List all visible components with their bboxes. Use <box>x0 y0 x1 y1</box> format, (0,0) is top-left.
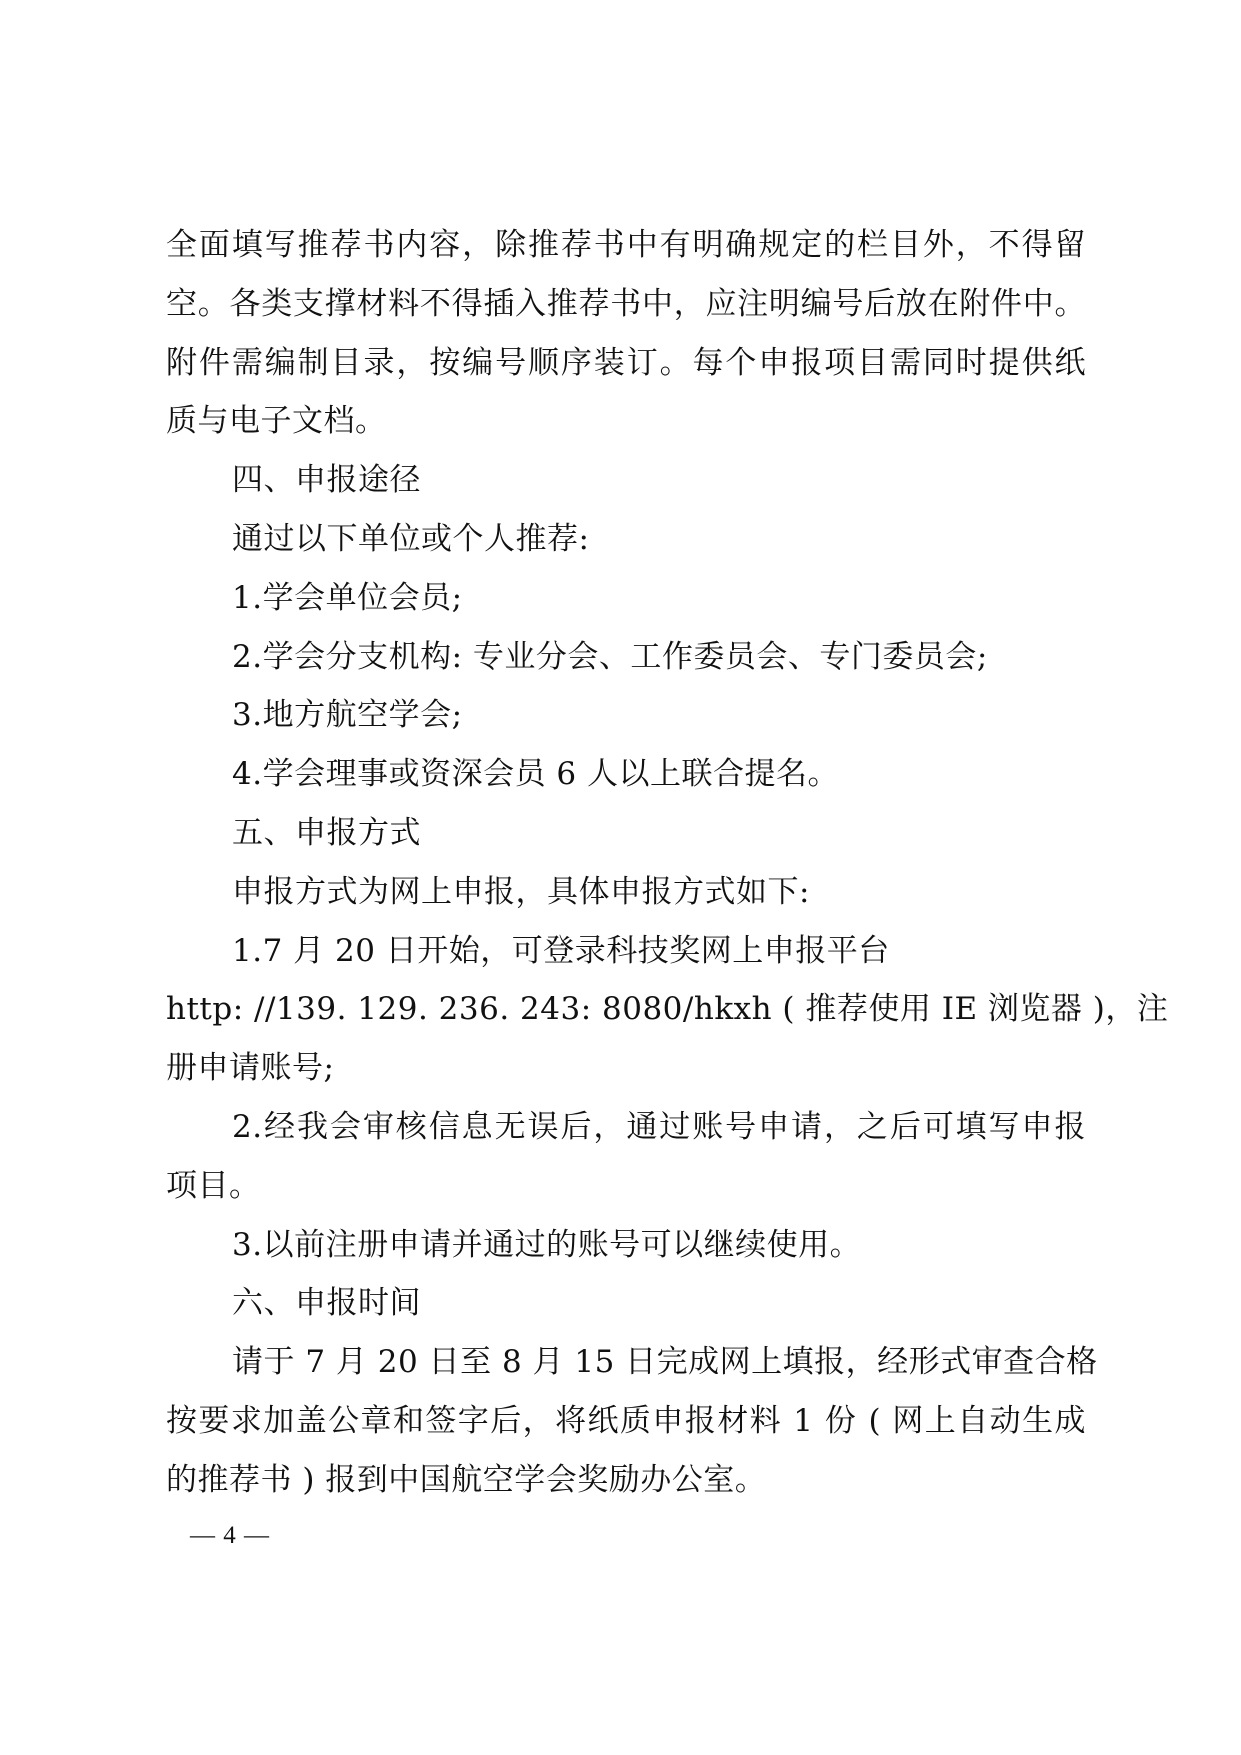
paragraph-line-2: 空。各类支撑材料不得插入推荐书中，应注明编号后放在附件中。 <box>166 285 1086 322</box>
list-item-2: 2.学会分支机构: 专业分会、工作委员会、专门委员会; <box>232 638 988 675</box>
paragraph-line-10: 按要求加盖公章和签字后，将纸质申报材料 1 份 ( 网上自动生成 <box>166 1402 1086 1439</box>
section-heading-6: 六、申报时间 <box>232 1285 421 1322</box>
page-number: — 4 — <box>190 1522 270 1549</box>
url-line: http: //139. 129. 236. 243: 8080/hkxh ( 推荐使用 IE 浏览器 )，注 <box>166 991 1169 1028</box>
paragraph-line-4: 质与电子文档。 <box>166 403 387 440</box>
section-heading-5: 五、申报方式 <box>232 814 421 851</box>
list-item-7: 3.以前注册申请并通过的账号可以继续使用。 <box>232 1226 862 1263</box>
paragraph-line-6: 申报方式为网上申报，具体申报方式如下: <box>232 873 810 910</box>
list-item-1: 1.学会单位会员; <box>232 579 463 616</box>
paragraph-line-9: 请于 7 月 20 日至 8 月 15 日完成网上填报，经形式审查合格 <box>232 1344 1098 1381</box>
document-body <box>166 216 1169 1510</box>
list-item-3: 3.地方航空学会; <box>232 697 463 734</box>
section-heading-4: 四、申报途径 <box>232 462 421 499</box>
list-item-5: 1.7 月 20 日开始，可登录科技奖网上申报平台 <box>232 932 890 969</box>
paragraph-line-1: 全面填写推荐书内容，除推荐书中有明确规定的栏目外，不得留 <box>166 227 1086 263</box>
paragraph-line-7: 册申请账号; <box>166 1050 335 1087</box>
list-item-4: 4.学会理事或资深会员 6 人以上联合提名。 <box>232 756 840 793</box>
paragraph-line-11: 的推荐书 ) 报到中国航空学会奖励办公室。 <box>166 1461 767 1498</box>
paragraph-line-3: 附件需编制目录，按编号顺序装订。每个申报项目需同时提供纸 <box>166 344 1086 381</box>
paragraph-line-8: 项目。 <box>166 1167 261 1204</box>
list-item-6: 2.经我会审核信息无误后，通过账号申请，之后可填写申报 <box>232 1108 1086 1145</box>
paragraph-line-5: 通过以下单位或个人推荐: <box>232 520 590 557</box>
